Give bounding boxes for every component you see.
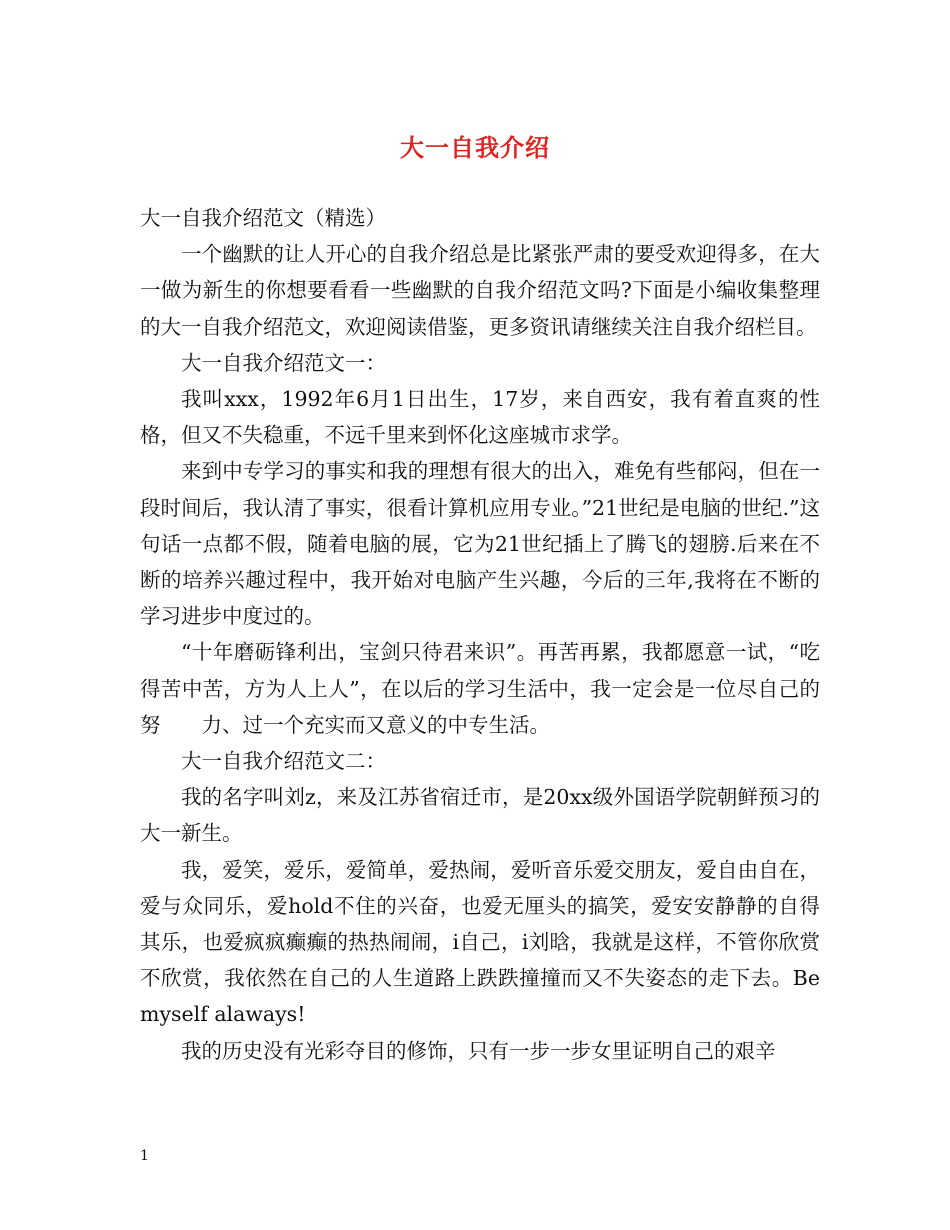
document-body	[140, 200, 820, 1069]
paragraph-subtitle: 大一自我介绍范文（精选）	[140, 206, 386, 230]
paragraph: 我的名字叫刘z，来及江苏省宿迁市，是20xx级外国语学院朝鲜预习的大一新生。	[140, 785, 820, 846]
section-heading-one: 大一自我介绍范文一：	[181, 350, 386, 375]
paragraph: 我的历史没有光彩夺目的修饰，只有一步一步女里证明自己的艰辛	[181, 1038, 776, 1063]
paragraph: “十年磨砺锋利出，宝剑只待君来识”。再苦再累，我都愿意一试，“吃得苦中苦，方为人上人”，在以后的学习生活中，我一定会是一位尽自己的努 力、过一个充实而又意义的中专生活。	[140, 640, 820, 737]
document-title: 大一自我介绍	[400, 133, 550, 162]
paragraph: 我，爱笑，爱乐，爱简单，爱热闹，爱听音乐爱交朋友，爱自由自在，爱与众同乐，爱hold不住的兴奋，也爱无厘头的搞笑，爱安安静静的自得其乐，也爱疯疯癫癫的热热闹闹，i自己，i刘晗，我就是这样，不管你欣赏不欣赏，我依然在自己的人生道路上跌跌撞撞而又不失姿态的走下去。Be myself alaways!	[140, 857, 820, 1027]
paragraph-intro: 一个幽默的让人开心的自我介绍总是比紧张严肃的要受欢迎得多，在大一做为新生的你想要看看一些幽默的自我介绍范文吗?下面是小编收集整理的大一自我介绍范文，欢迎阅读借鉴，更多资讯请继续关注自我介绍栏目。	[140, 242, 820, 339]
paragraph: 我叫xxx，1992年6月1日出生，17岁，来自西安，我有着直爽的性格，但又不失稳重，不远千里来到怀化这座城市求学。	[140, 387, 820, 448]
section-heading-two: 大一自我介绍范文二：	[181, 749, 386, 774]
paragraph: 来到中专学习的事实和我的理想有很大的出入，难免有些郁闷，但在一段时间后，我认清了事实，很看计算机应用专业。”21世纪是电脑的世纪.”这句话一点都不假，随着电脑的展，它为21世纪插上了腾飞的翅膀.后来在不断的培养兴趣过程中，我开始对电脑产生兴趣，今后的三年,我将在不断的学习进步中度过的。	[140, 459, 820, 629]
page-number: 1	[140, 1148, 149, 1164]
